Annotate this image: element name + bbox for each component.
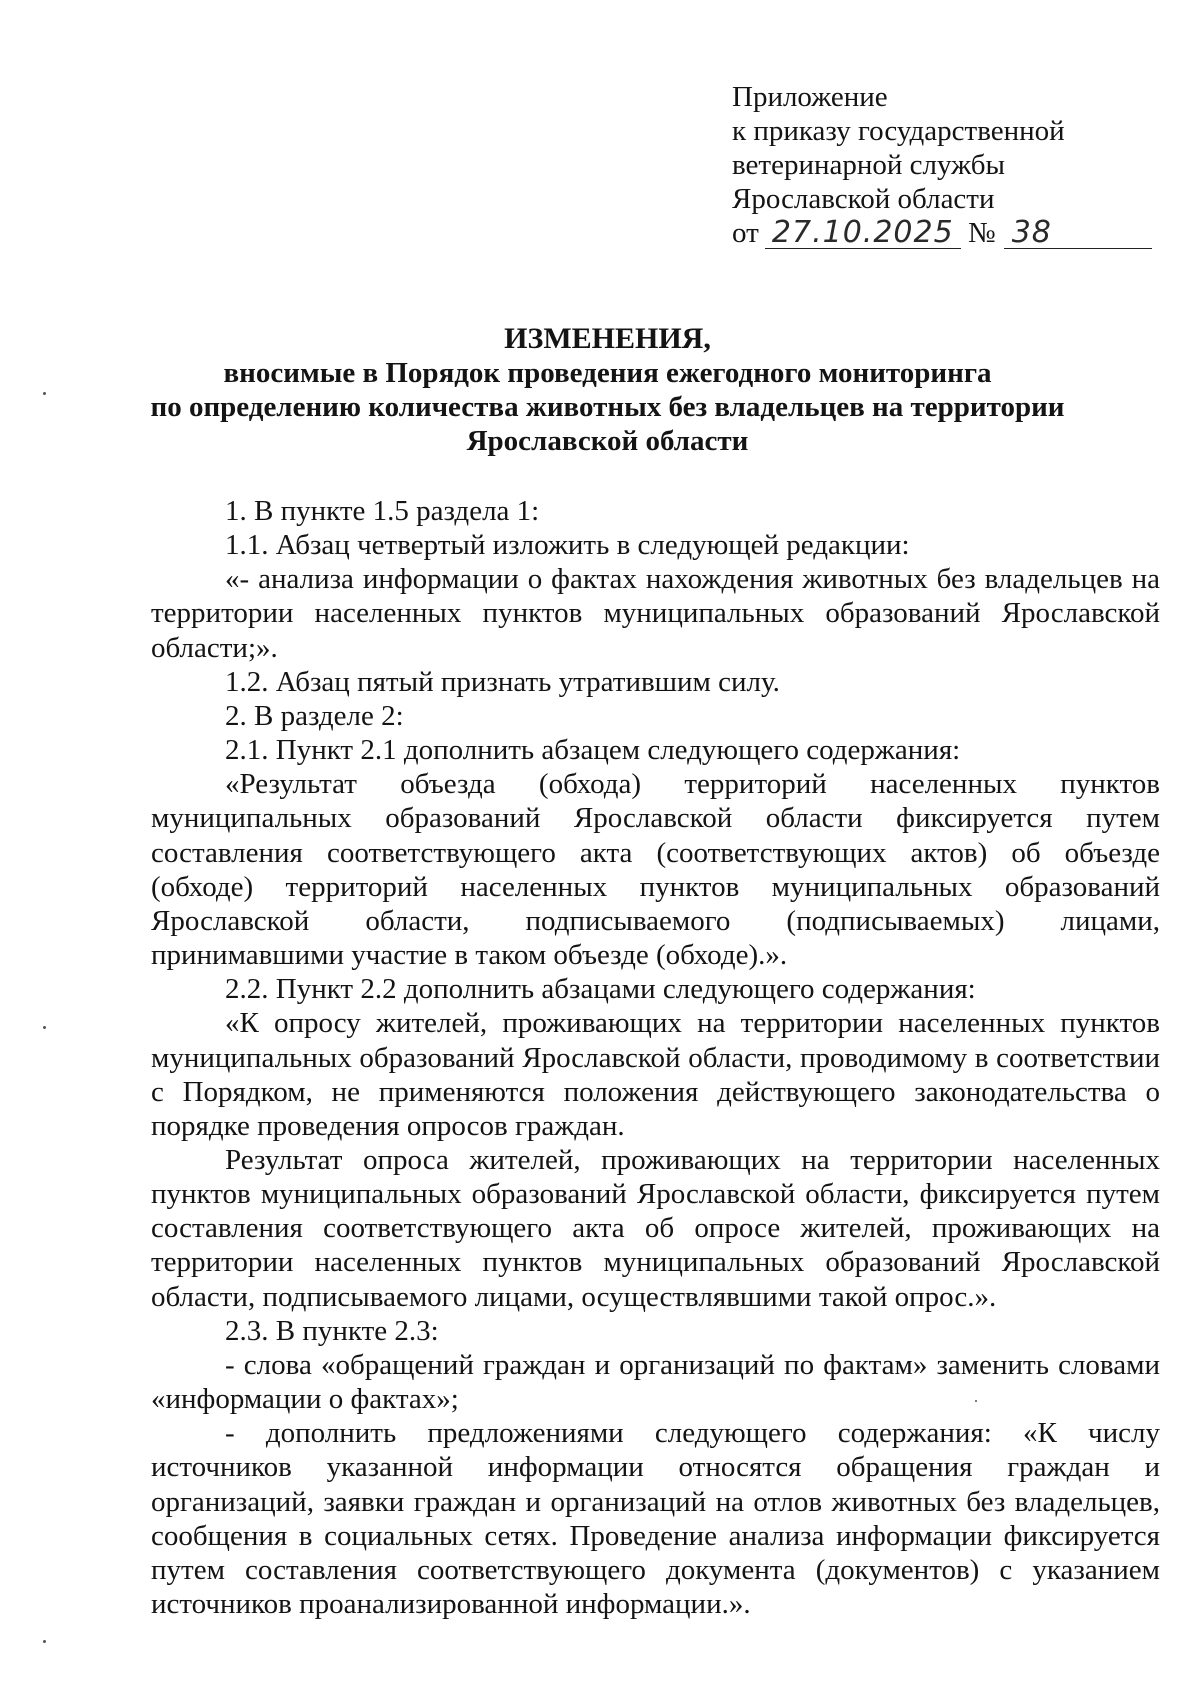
appendix-line-2: к приказу государственной	[732, 115, 1065, 147]
appendix-line-4: Ярославской области	[732, 183, 995, 215]
paragraph: - слова «обращений граждан и организаций по фактам» заменить словами «информации о фактах»;	[151, 1348, 1160, 1416]
scan-speck	[975, 1400, 977, 1402]
paragraph: 1. В пункте 1.5 раздела 1:	[225, 495, 540, 527]
paragraph: 2.1. Пункт 2.1 дополнить абзацем следующего содержания:	[225, 734, 961, 767]
paragraph: «- анализа информации о фактах нахождения животных без владельцев на территории населенных пунктов муниципальных образований Ярославской области;».	[151, 563, 1160, 664]
appendix-line-1: Приложение	[732, 81, 888, 113]
paragraph: 2. В разделе 2:	[225, 699, 404, 732]
scan-speck	[43, 1640, 46, 1643]
paragraph: 1.2. Абзац пятый признать утратившим силу.	[225, 665, 780, 698]
document-title	[150, 322, 1065, 458]
paragraph: 2.2. Пункт 2.2 дополнить абзацами следующего содержания:	[225, 973, 976, 1006]
title-line-2: вносимые в Порядок проведения ежегодного мониторинга	[223, 357, 992, 389]
scan-speck	[43, 1026, 46, 1029]
paragraph: Результат опроса жителей, проживающих на территории населенных пунктов муниципальных образований Ярославской области, фиксируется путем составления соответствующего акта об опросе жителей, проживающих на территории населенных пунктов муниципальных образований Ярославской области, подписываемого лицами, осуществлявшими такой опрос.».	[151, 1143, 1160, 1313]
paragraph: 1.1. Абзац четвертый изложить в следующей редакции:	[225, 529, 910, 562]
appendix-header	[732, 80, 1152, 250]
handwritten-date: 27.10.2025	[765, 218, 961, 249]
paragraph: - дополнить предложениями следующего содержания: «К числу источников указанной информации относятся обращения граждан и организаций, заявки граждан и организаций на отлов животных без владельцев, сообщения в социальных сетях. Проведение анализа информации фиксируется путем составления соответствующего документа (документов) с указанием источников проанализированной информации.».	[151, 1417, 1160, 1620]
document-body	[151, 494, 1160, 1621]
handwritten-number: 38	[1004, 218, 1152, 249]
from-label: от	[732, 217, 759, 249]
title-line-1: ИЗМЕНЕНИЯ,	[504, 322, 711, 355]
paragraph: «Результат объезда (обхода) территорий населенных пунктов муниципальных образований Ярославской области фиксируется путем составления соответствующего акта (соответствующих актов) об объезде (обходе) территорий населенных пунктов муниципальных образований Ярославской области, подписываемого (подписываемых) лицами, принимавшими участие в таком объезде (обходе).».	[151, 768, 1160, 972]
appendix-line-3: ветеринарной службы	[732, 149, 1005, 181]
title-line-3: по определению количества животных без владельцев на территории	[150, 391, 1065, 423]
paragraph: «К опросу жителей, проживающих на территории населенных пунктов муниципальных образований Ярославской области, проводимому в соответствии с Порядком, не применяются положения действующего законодательства о порядке проведения опросов граждан.	[151, 1007, 1160, 1142]
title-line-4: Ярославской области	[466, 425, 749, 457]
appendix-date-line	[732, 216, 1152, 250]
number-label: №	[968, 217, 996, 249]
paragraph: 2.3. В пункте 2.3:	[225, 1314, 439, 1347]
scan-speck	[43, 392, 46, 395]
